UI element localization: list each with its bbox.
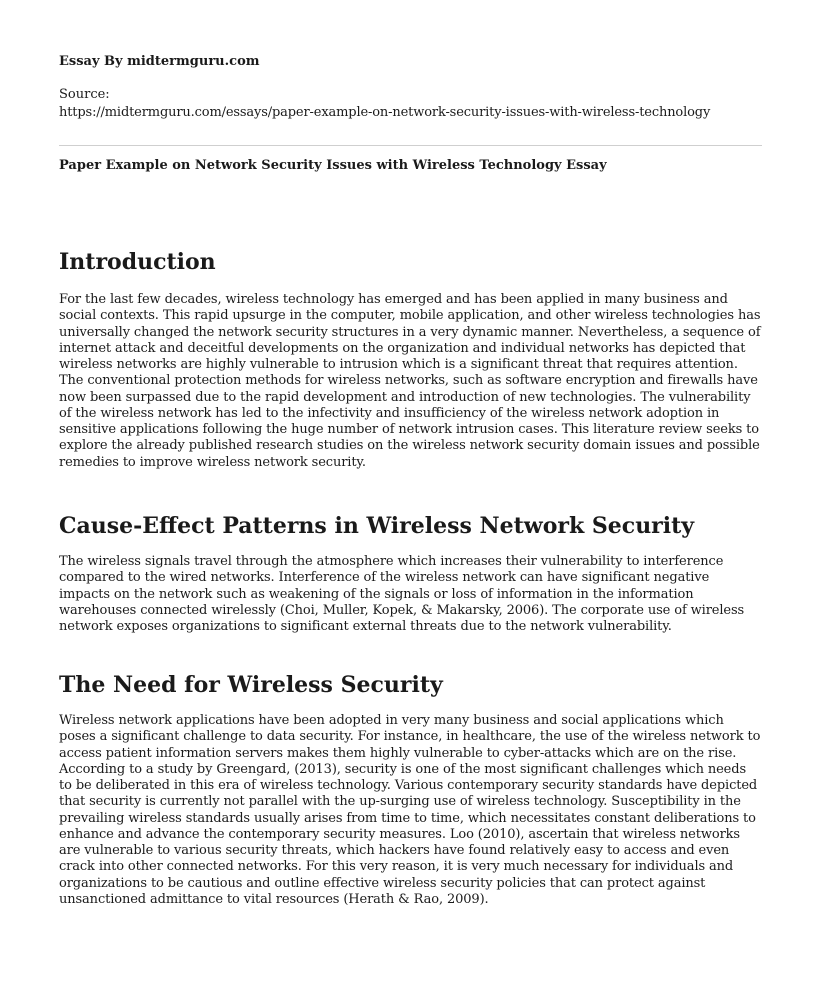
section-introduction [59,248,762,471]
section-paragraph: For the last few decades, wireless technology has emerged and has been applied in many business and social contexts. This rapid upsurge in the computer, mobile application, and other wireless technologies has universally changed the network security structures in a very dynamic manner. Nevertheless, a sequence of internet attack and deceitful developments on the organization and individual networks has depicted that wireless networks are highly vulnerable to intrusion which is a significant threat that requires attention. The conventional protection methods for wireless networks, such as software encryption and firewalls have now been surpassed due to the rapid development and introduction of new technologies. The vulnerability of the wireless network has led to the infectivity and insufficiency of the wireless network adoption in sensitive applications following the huge number of network intrusion cases. This literature review seeks to explore the already published research studies on the wireless network security domain issues and possible remedies to improve wireless network security. [59,292,761,470]
header-divider [59,145,762,146]
section-paragraph: Wireless network applications have been adopted in very many business and social applications which poses a significant challenge to data security. For instance, in healthcare, the use of the wireless network to access patient information servers makes them highly vulnerable to cyber-attacks which are on the rise. According to a study by Greengard, (2013), security is one of the most significant challenges which needs to be deliberated in this era of wireless technology. Various contemporary security standards have depicted that security is currently not parallel with the up-surging use of wireless technology. Susceptibility in the prevailing wireless standards usually arises from time to time, which necessitates constant deliberations to enhance and advance the contemporary security measures. Loo (2010), ascertain that wireless networks are vulnerable to various security threats, which hackers have found relatively easy to access and even crack into other connected networks. For this very reason, it is very much necessary for individuals and organizations to be cautious and outline effective wireless security policies that can protect against unsanctioned admittance to vital resources (Herath & Rao, 2009). [59,713,761,907]
section-heading: The Need for Wireless Security [59,672,443,698]
section-heading: Cause-Effect Patterns in Wireless Network Security [59,513,695,539]
section-heading: Introduction [59,249,216,275]
section-need-for-security [59,671,762,908]
source-url[interactable]: https://midtermguru.com/essays/paper-example-on-network-security-issues-with-wireless-technology [59,105,711,120]
essay-byline: Essay By midtermguru.com [59,54,260,69]
section-paragraph: The wireless signals travel through the atmosphere which increases their vulnerability to interference compared to the wired networks. Interference of the wireless network can have significant negative impacts on the network such as weakening of the signals or loss of information in the information warehouses connected wirelessly (Choi, Muller, Kopek, & Makarsky, 2006). The corporate use of wireless network exposes organizations to significant external threats due to the network vulnerability. [59,554,745,634]
document-title: Paper Example on Network Security Issues with Wireless Technology Essay [59,158,607,173]
source-label: Source: [59,87,110,102]
section-cause-effect [59,512,762,635]
